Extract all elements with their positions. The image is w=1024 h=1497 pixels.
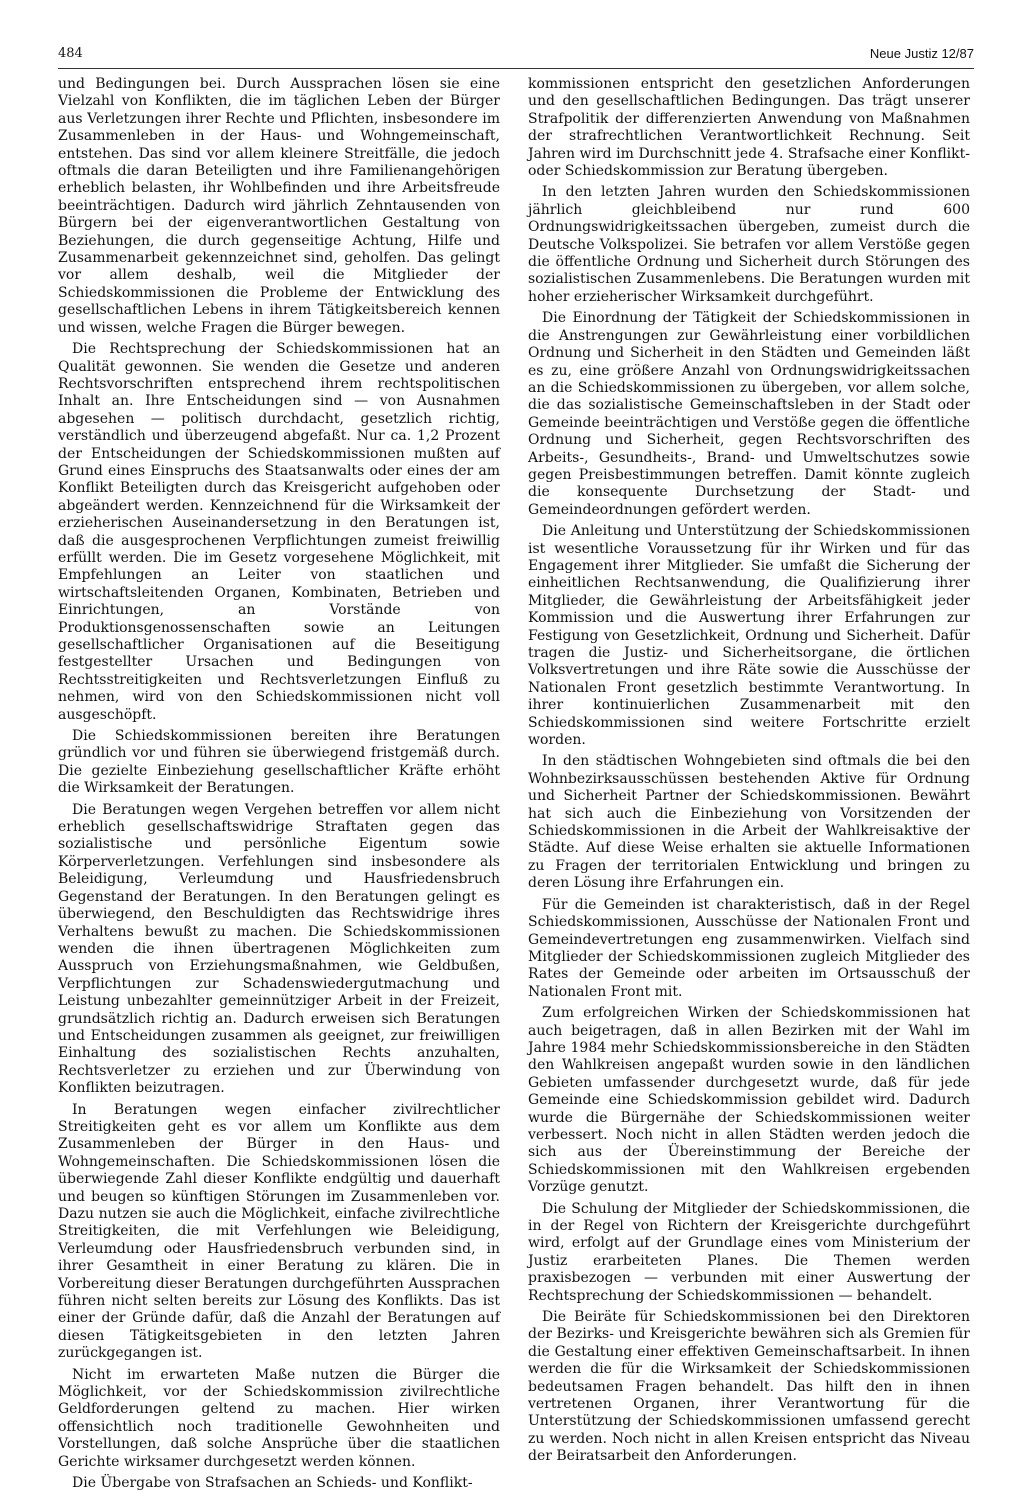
paragraph: Die Anleitung und Unterstützung der Schiedskommissionen ist wesentliche Voraussetzung für ihr Wirken und für das Engagement ihrer Mitglieder. Sie umfaßt die Sicherung der einheitlichen Rechtsanwendung, die Qualifizierung ihrer Mitglieder, die Gewährleistung der Arbeitsfähigkeit jeder Kommission und die Auswertung ihrer Erfahrungen zur Festigung von Gesetzlichkeit, Ordnung und Sicherheit. Dafür tragen die Justiz- und Sicherheitsorgane, die örtlichen Volksvertretungen und ihre Räte sowie die Ausschüsse der Nationalen Front gesetzlich bestimmte Verantwortung. In ihrer kontinuierlichen Zusammenarbeit mit den Schiedskommissionen sind weitere Fortschritte erzielt worden. [528, 523, 970, 749]
paragraph: Die Einordnung der Tätigkeit der Schiedskommissionen in die Anstrengungen zur Gewährleistung einer vorbildlichen Ordnung und Sicherheit in den Städten und Gemeinden läßt es zu, eine größere Anzahl von Ordnungswidrigkeitssachen an die Schiedskommissionen zu übergeben, vor allem solche, die das sozialistische Gemeinschaftsleben in der Stadt oder Gemeinde beeinträchtigen und Verstöße gegen die öffentliche Ordnung und Sicherheit, gegen Rechtsvorschriften des Arbeits-, Gesundheits-, Brand- und Umweltschutzes sowie gegen Preisbestimmungen betreffen. Damit könnte zugleich die konsequente Durchsetzung der Stadt- und Gemeindeordnungen gefördert werden. [528, 310, 970, 518]
page-header [58, 44, 974, 69]
paragraph: Die Schiedskommissionen bereiten ihre Beratungen gründlich vor und führen sie überwiegend fristgemäß durch. Die gezielte Einbeziehung gesellschaftlicher Kräfte erhöht die Wirksamkeit der Beratungen. [58, 728, 500, 797]
paragraph: Für die Gemeinden ist charakteristisch, daß in der Regel Schiedskommissionen, Ausschüsse der Nationalen Front und Gemeindevertretungen eng zusammenwirken. Vielfach sind Mitglieder der Schiedskommissionen zugleich Mitglieder des Rates der Gemeinde oder arbeiten im Ortsausschuß der Nationalen Front mit. [528, 896, 970, 1000]
paragraph: Die Beratungen wegen Vergehen betreffen vor allem nicht erheblich gesellschaftswidrige Straftaten gegen das sozialistische und persönliche Eigentum sowie Körperverletzungen. Verfehlungen sind insbesondere als Beleidigung, Verleumdung und Hausfriedensbruch Gegenstand der Beratungen. In den Beratungen gelingt es überwiegend, den Beschuldigten das Rechtswidrige ihres Verhaltens bewußt zu machen. Die Schiedskommissionen wenden die ihnen übertragenen Möglichkeiten zum Ausspruch von Erziehungsmaßnahmen, wie Geldbußen, Verpflichtungen zur Schadenswiedergutmachung und Leistung unbezahlter gemeinnütziger Arbeit in der Freizeit, grundsätzlich richtig an. Dadurch erweisen sich Beratungen und Entscheidungen zusammen als geeignet, zur freiwilligen Einhaltung des sozialistischen Rechts anzuhalten, Rechtsverletzer zu erziehen und zur Überwindung von Konflikten beizutragen. [58, 801, 500, 1097]
paragraph: und Bedingungen bei. Durch Aussprachen lösen sie eine Vielzahl von Konflikten, die im täglichen Leben der Bürger aus Verletzungen ihrer Rechte und Pflichten, insbesondere im Zusammenleben in der Haus- und Wohngemeinschaft, entstehen. Das sind vor allem kleinere Streitfälle, die jedoch oftmals die daran Beteiligten und ihre Familienangehörigen erheblich belasten, ihr Wohlbefinden und ihre Arbeitsfreude beeinträchtigen. Dadurch wird jährlich Zehntausenden von Bürgern bei der eigenverantwortlichen Gestaltung von Beziehungen, die durch gegenseitige Achtung, Hilfe und Zusammenarbeit gekennzeichnet sind, geholfen. Das gelingt vor allem deshalb, weil die Mitglieder der Schiedskommissionen die Probleme der Entwicklung des gesellschaftlichen Lebens in ihrem Tätigkeitsbereich kennen und wissen, welche Fragen die Bürger bewegen. [58, 76, 500, 336]
paragraph: Die Schulung der Mitglieder der Schiedskommissionen, die in der Regel von Richtern der Kreisgerichte durchgeführt wird, erfolgt auf der Grundlage eines vom Ministerium der Justiz erarbeiteten Planes. Die Themen werden praxisbezogen — verbunden mit einer Auswertung der Rechtsprechung der Schiedskommissionen — behandelt. [528, 1200, 970, 1304]
paragraph: Die Übergabe von Strafsachen an Schieds- und Konflikt- [72, 1475, 473, 1492]
paragraph: kommissionen entspricht den gesetzlichen Anforderungen und den gesellschaftlichen Bedingungen. Das trägt unserer Strafpolitik der differenzierten Anwendung von Maßnahmen der strafrechtlichen Verantwortlichkeit Rechnung. Seit Jahren wird im Durchschnitt jede 4. Strafsache einer Konflikt- oder Schiedskommission zur Beratung übergeben. [528, 76, 970, 180]
paragraph: Die Rechtsprechung der Schiedskommissionen hat an Qualität gewonnen. Sie wenden die Gesetze und anderen Rechtsvorschriften entsprechend ihrem rechtspolitischen Inhalt an. Ihre Entscheidungen sind — von Ausnahmen abgesehen — politisch durchdacht, gesetzlich richtig, verständlich und überzeugend abgefaßt. Nur ca. 1,2 Prozent der Entscheidungen der Schiedskommissionen mußten auf Grund eines Einspruchs des Staatsanwalts oder eines der am Konflikt Beteiligten durch das Kreisgericht aufgehoben oder abgeändert werden. Kennzeichnend für die Wirksamkeit der erzieherischen Auseinandersetzung in den Beratungen ist, daß die ausgesprochenen Verpflichtungen zumeist freiwillig erfüllt werden. Die im Gesetz vorgesehene Möglichkeit, mit Empfehlungen an Leiter von staatlichen und wirtschaftsleitenden Organen, Kombinaten, Betrieben und Einrichtungen, an Vorstände von Produktionsgenossenschaften sowie an Leitungen gesellschaftlicher Organisationen auf die Beseitigung festgestellter Ursachen und Bedingungen von Rechtsstreitigkeiten und Rechtsverletzungen Einfluß zu nehmen, wird von den Schiedskommissionen nicht voll ausgeschöpft. [58, 341, 500, 723]
paragraph: Nicht im erwarteten Maße nutzen die Bürger die Möglichkeit, vor der Schiedskommission zivilrechtliche Geldforderungen geltend zu machen. Hier wirken offensichtlich noch traditionelle Gewohnheiten und Vorstellungen, daß solche Ansprüche über die staatlichen Gerichte wirksamer durchgesetzt werden können. [58, 1366, 500, 1470]
paragraph: In den letzten Jahren wurden den Schiedskommissionen jährlich gleichbleibend nur rund 600 Ordnungswidrigkeitssachen übergeben, zumeist durch die Deutsche Volkspolizei. Sie betrafen vor allem Verstöße gegen die öffentliche Ordnung und Sicherheit durch Störungen des sozialistischen Zusammenlebens. Die Beratungen wurden mit hoher erzieherischer Wirksamkeit durchgeführt. [528, 184, 970, 305]
paragraph: In Beratungen wegen einfacher zivilrechtlicher Streitigkeiten geht es vor allem um Konflikte aus dem Zusammenleben der Bürger in den Haus- und Wohngemeinschaften. Die Schiedskommissionen lösen die überwiegende Zahl dieser Konflikte endgültig und dauerhaft und beugen so künftigen Störungen im Zusammenleben vor. Dazu nutzen sie auch die Möglichkeit, einfache zivilrechtliche Streitigkeiten, die mit Verfehlungen wie Beleidigung, Verleumdung oder Hausfriedensbruch verbunden sind, in ihrer Gesamtheit in einer Beratung zu klären. Die in Vorbereitung dieser Beratungen durchgeführten Aussprachen führen nicht selten bereits zur Lösung des Konflikts. Das ist einer der Gründe dafür, daß die Anzahl der Beratungen auf diesen Tätigkeitsgebieten in den letzten Jahren zurückgegangen ist. [58, 1101, 500, 1362]
paragraph: Zum erfolgreichen Wirken der Schiedskommissionen hat auch beigetragen, daß in allen Bezirken mit der Wahl im Jahre 1984 mehr Schiedskommissionsbereiche in den Städten den Wahlkreisen angepaßt wurden sowie in den ländlichen Gebieten umfassender durchgesetzt wurde, daß für jede Gemeinde eine Schiedskommission gebildet wird. Dadurch wurde die Bürgernähe der Schiedskommissionen weiter verbessert. Noch nicht in allen Städten werden jedoch die sich aus der Übereinstimmung der Bereiche der Schiedskommissionen mit den Wahlkreisen ergebenden Vorzüge genutzt. [528, 1005, 970, 1196]
paragraph: Die Beiräte für Schiedskommissionen bei den Direktoren der Bezirks- und Kreisgerichte bewähren sich als Gremien für die Gestaltung einer effektiven Gemeinschaftsarbeit. In ihnen werden die für die Wirksamkeit der Schiedskommissionen bedeutsamen Fragen behandelt. Das hilft den in ihnen vertretenen Organen, ihrer Verantwortung für die Unterstützung der Schiedskommissionen umfassend gerecht zu werden. Noch nicht in allen Kreisen entspricht das Niveau der Beiratsarbeit den Anforderungen. [528, 1309, 970, 1465]
paragraph: In den städtischen Wohngebieten sind oftmals die bei den Wohnbezirksausschüssen bestehenden Aktive für Ordnung und Sicherheit Partner der Schiedskommissionen. Bewährt hat sich auch die Einbeziehung von Vorsitzenden der Schiedskommissionen in die Arbeit der Wahlkreisaktive der Städte. Auf diese Weise erhalten sie aktuelle Informationen zu Fragen der territorialen Entwicklung und bringen zu deren Lösung ihre Erfahrungen ein. [528, 753, 970, 892]
right-column [528, 76, 970, 1470]
page-number: 484 [58, 46, 83, 61]
left-column [58, 76, 500, 1497]
journal-title: Neue Justiz 12/87 [869, 46, 974, 61]
